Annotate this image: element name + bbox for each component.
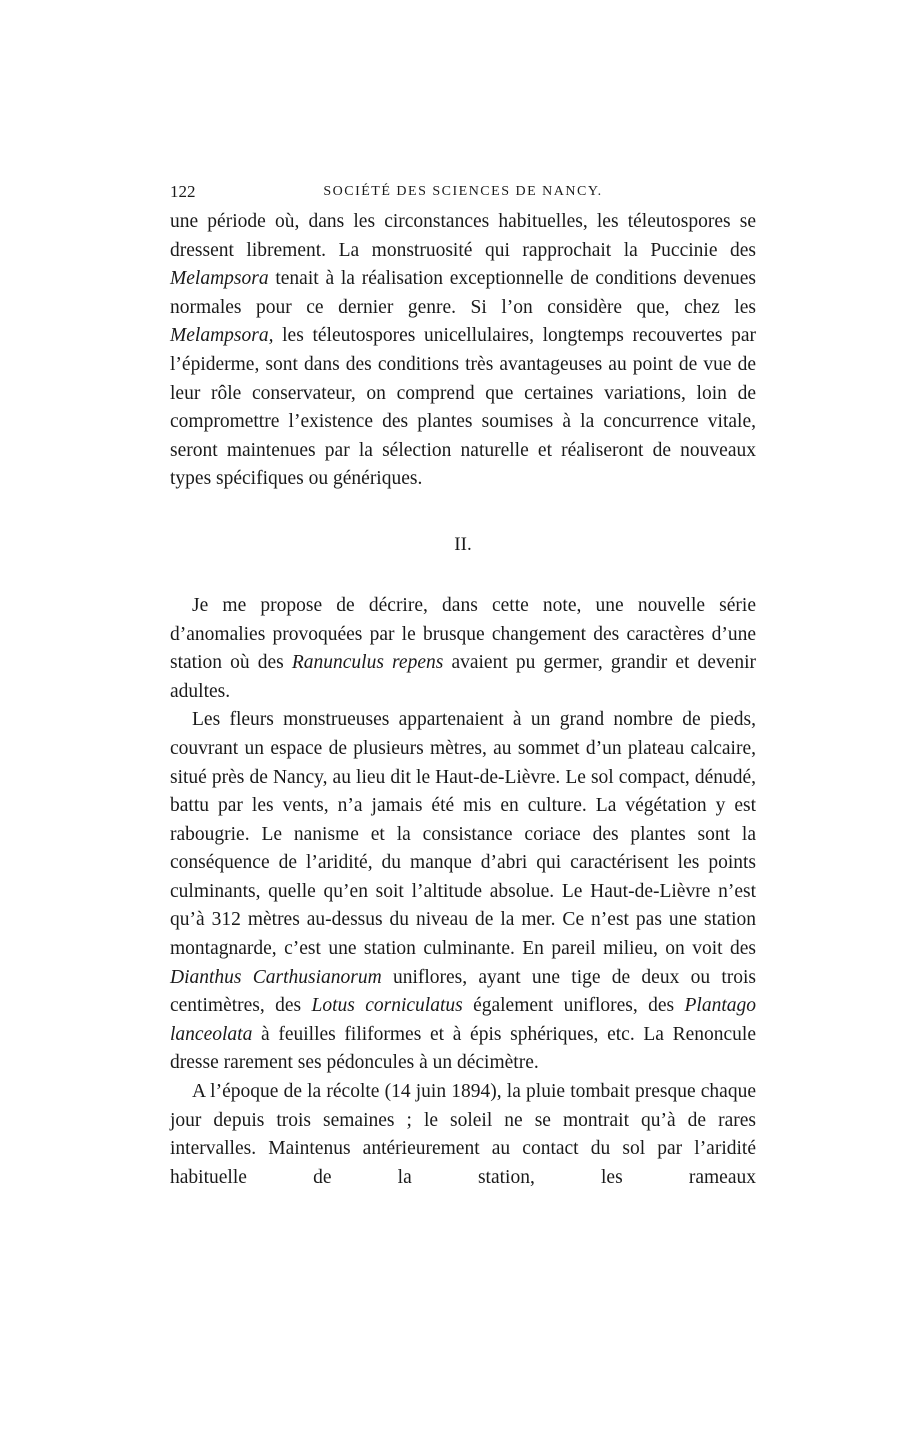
paragraph-2 [170, 592, 756, 706]
text-run: A l’époque de la récolte (14 juin 1894), la pluie tombait presque chaque jour depuis trois semaines ; le soleil ne se montrait qu’à de rares intervalles. Maintenus antérieurement au contact du sol par l’aridité habituelle de la station, les rameaux [170, 1081, 756, 1188]
page-number: 122 [170, 182, 196, 201]
paragraph-3 [170, 706, 756, 1078]
text-run: à feuilles filiformes et à épis sphériques, etc. La Renoncule dresse rarement ses pédoncules à un décimètre. [170, 1023, 756, 1074]
running-head [170, 178, 756, 208]
journal-title: SOCIÉTÉ DES SCIENCES DE NANCY. [323, 184, 603, 199]
italic-taxon: Dianthus Carthusianorum [170, 966, 382, 988]
text-run: avaient pu germer, grandir et devenir adultes. [170, 652, 757, 702]
italic-taxon: Lotus corniculatus [311, 995, 463, 1017]
text-run: les téleutospores unicellulaires, longtemps recouvertes par l’épiderme, sont dans des conditions très avantageuses au point de vue de leur rôle conservateur, on comprend que certaines variations, loin de compromettre l’existence des plantes soumises à la concurrence vitale, seront maintenues par la sélection naturelle et réaliseront de nouveaux types spécifiques ou génériques. [170, 325, 756, 490]
italic-taxon: Melampsora, [170, 325, 274, 347]
text-run: Les fleurs monstrueuses appartenaient à un grand nombre de pieds, couvrant un espace de plusieurs mètres, au sommet d’un plateau calcaire, situé près de Nancy, au lieu dit le Haut-de-Lièvre. Le sol compact, dénudé, battu par les vents, n’a jamais été mis en culture. La végétation y est rabougrie. Le nanisme et la consistance coriace des plantes sont la conséquence de l’aridité, du manque d’abri qui caractérisent les points culminants, quelle qu’en soit l’altitude absolue. Le Haut-de-Lièvre n’est qu’à 312 mètres au-dessus du niveau de la mer. Ce n’est pas une station montagnarde, c’est une station culminante. En pareil milieu, on voit des [170, 709, 756, 960]
page [170, 178, 756, 1192]
text-run: une période où, dans les circonstances habituelles, les téleutospores se dressent librement. La monstruosité qui rapprochait la Puccinie des [170, 211, 756, 261]
paragraph-4 [170, 1078, 756, 1192]
text-run: Je me propose de décrire, dans cette note, une nouvelle série d’anomalies provoquées par le brusque changement des caractères d’une station où des [170, 594, 756, 674]
text-run: tenait à la réalisation exceptionnelle de conditions devenues normales pour ce dernier genre. Si l’on considère que, chez les [170, 268, 756, 318]
italic-taxon: Melampsora [170, 268, 269, 290]
text-run: uniflores, ayant une tige de deux ou trois centimètres, des [170, 966, 756, 1017]
section-heading: II. [454, 533, 472, 555]
italic-taxon: Plantago lanceolata [170, 995, 756, 1045]
italic-taxon: Ranunculus repens [291, 652, 444, 674]
paragraph-1 [170, 208, 756, 494]
text-run: également uniflores, des [462, 995, 685, 1017]
